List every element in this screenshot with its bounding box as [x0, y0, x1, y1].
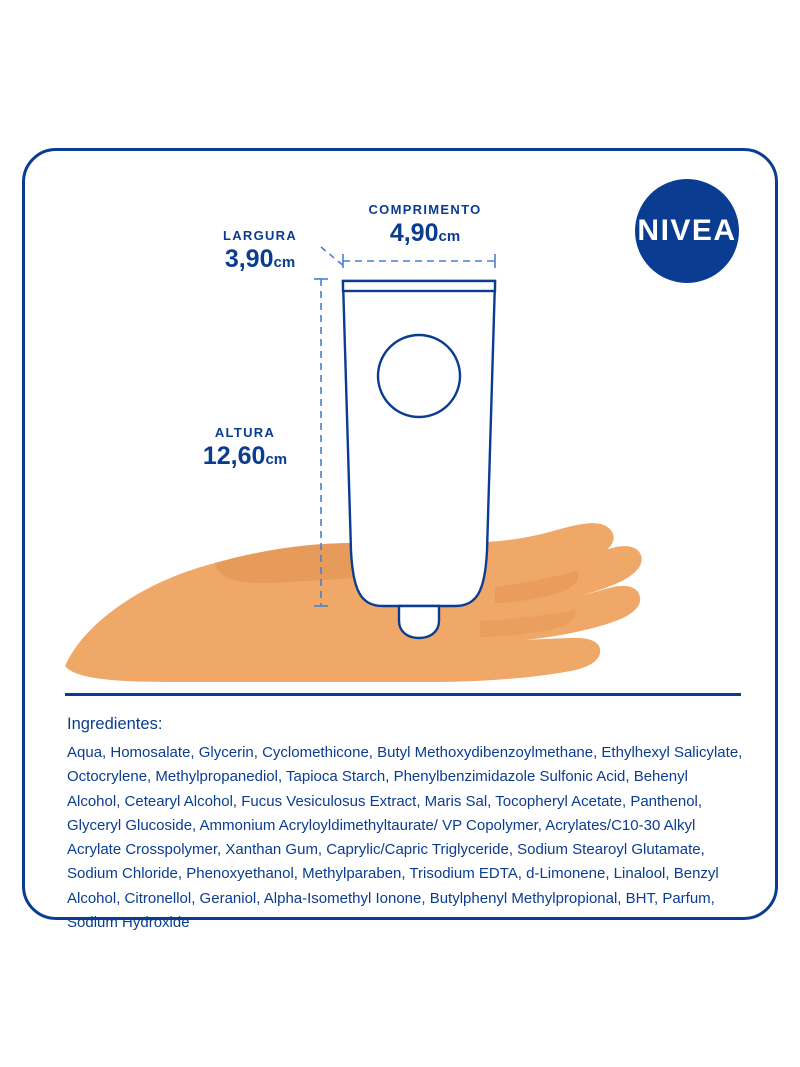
- tube-body: [343, 281, 495, 606]
- dimension-largura-unit: cm: [273, 254, 296, 272]
- ingredients-list: Aqua, Homosalate, Glycerin, Cyclomethicone, Butyl Methoxydibenzoylmethane, Ethylhexyl Salicylate, Octocrylene, Methylpropanediol, Tapioca Starch, Phenylbenzimidazole Sulfonic Acid, Behenyl Alcohol, Cetearyl Alcohol, Fucus Vesiculosus Extract, Maris Sal, Tocopheryl Acetate, Panthenol, Glyceryl Glucoside, Ammonium Acryloyldimethyltaurate/ VP Copolymer, Acrylates/C10-30 Alkyl Acrylate Crosspolymer, Xanthan Gum, Caprylic/Capric Triglyceride, Sodium Stearoyl Glutamate, Sodium Chloride, Phenoxyethanol, Methylparaben, Trisodium EDTA, d-Limonene, Linalool, Benzyl Alcohol, Citronellol, Geraniol, Alpha-Isomethyl Ionone, Butylphenyl Methylpropional, BHT, Parfum, Sodium Hydroxide: [67, 744, 743, 932]
- product-tube: [343, 281, 495, 638]
- ingredients-section: [67, 715, 743, 935]
- guide-largura-line: [321, 247, 345, 267]
- ingredients-title: Ingredientes:: [67, 715, 163, 733]
- dimension-altura-label: ALTURA: [214, 425, 276, 440]
- dimension-comprimento-label: COMPRIMENTO: [368, 202, 482, 217]
- dimension-comprimento-unit: cm: [438, 228, 461, 246]
- brand-name: NIVEA: [637, 214, 737, 247]
- tube-label-circle: [378, 335, 460, 417]
- dimension-altura-unit: cm: [265, 451, 288, 469]
- tube-cap: [399, 606, 439, 638]
- dimension-comprimento-value: 4,90cm: [389, 219, 461, 248]
- dimension-largura-label: LARGURA: [222, 228, 298, 243]
- section-divider: [65, 693, 741, 696]
- dimension-altura-value: 12,60cm: [202, 442, 288, 471]
- spec-card: [22, 148, 778, 932]
- tube-crimp: [343, 281, 495, 291]
- dimension-largura-value: 3,90cm: [224, 245, 296, 274]
- product-illustration: [25, 151, 775, 696]
